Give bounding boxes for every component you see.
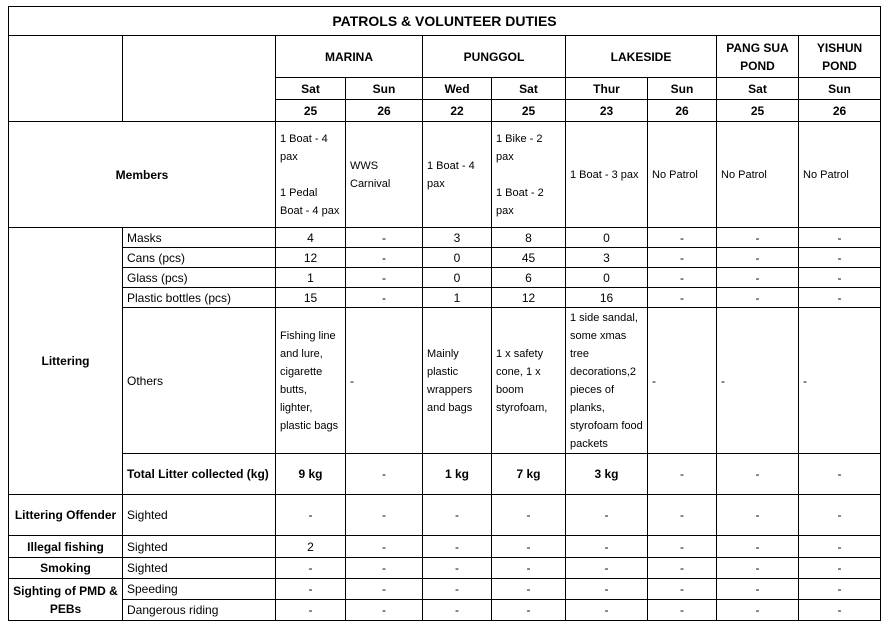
members-label: Members xyxy=(9,122,276,228)
value-cell: - xyxy=(492,558,566,579)
row-label: Dangerous riding xyxy=(123,600,276,621)
total-value: - xyxy=(717,454,799,495)
total-label: Total Litter collected (kg) xyxy=(123,454,276,495)
date-cell: 26 xyxy=(346,100,423,122)
location-punggol: PUNGGOL xyxy=(423,36,566,78)
value-cell: - xyxy=(717,495,799,536)
value-cell: - xyxy=(717,558,799,579)
value-cell: - xyxy=(492,536,566,558)
offender-label: Littering Offender xyxy=(9,495,123,536)
value-cell: 1 x safety cone, 1 x boom styrofoam, xyxy=(492,308,566,454)
row-label: Cans (pcs) xyxy=(123,248,276,268)
value-cell: - xyxy=(346,268,423,288)
value-cell: - xyxy=(566,579,648,600)
value-cell: - xyxy=(648,600,717,621)
value-cell: - xyxy=(717,600,799,621)
value-cell: - xyxy=(717,308,799,454)
value-cell: - xyxy=(492,600,566,621)
row-label: Plastic bottles (pcs) xyxy=(123,288,276,308)
value-cell: Fishing line and lure, cigarette butts, lighter, plastic bags xyxy=(276,308,346,454)
value-cell: - xyxy=(346,248,423,268)
value-cell: - xyxy=(648,579,717,600)
date-cell: 25 xyxy=(492,100,566,122)
members-value: 1 Boat - 3 pax xyxy=(566,122,648,228)
day-cell: Sat xyxy=(717,78,799,100)
value-cell: - xyxy=(648,248,717,268)
total-value: - xyxy=(648,454,717,495)
value-cell: 0 xyxy=(566,268,648,288)
table-title: PATROLS & VOLUNTEER DUTIES xyxy=(9,7,881,36)
value-cell: - xyxy=(492,495,566,536)
value-cell: 0 xyxy=(566,228,648,248)
row-label: Speeding xyxy=(123,579,276,600)
day-cell: Thur xyxy=(566,78,648,100)
date-cell: 23 xyxy=(566,100,648,122)
value-cell: - xyxy=(799,268,881,288)
total-value: 7 kg xyxy=(492,454,566,495)
row-label: Others xyxy=(123,308,276,454)
value-cell: - xyxy=(799,288,881,308)
value-cell: - xyxy=(276,600,346,621)
date-cell: 22 xyxy=(423,100,492,122)
value-cell: - xyxy=(799,558,881,579)
patrol-table xyxy=(8,6,881,621)
value-cell: - xyxy=(566,495,648,536)
total-value: 9 kg xyxy=(276,454,346,495)
value-cell: 3 xyxy=(423,228,492,248)
fishing-sub-label: Sighted xyxy=(123,536,276,558)
value-cell: - xyxy=(566,536,648,558)
value-cell: - xyxy=(423,536,492,558)
value-cell: - xyxy=(276,579,346,600)
day-cell: Sun xyxy=(648,78,717,100)
value-cell: - xyxy=(423,600,492,621)
value-cell: - xyxy=(566,558,648,579)
value-cell: - xyxy=(423,558,492,579)
row-label: Masks xyxy=(123,228,276,248)
value-cell: - xyxy=(648,308,717,454)
members-value: 1 Boat - 4 pax xyxy=(423,122,492,228)
value-cell: 1 side sandal, some xmas tree decorations,2 pieces of planks, styrofoam food packets xyxy=(566,308,648,454)
value-cell: - xyxy=(648,268,717,288)
members-value: No Patrol xyxy=(648,122,717,228)
value-cell: - xyxy=(566,600,648,621)
value-cell: - xyxy=(717,536,799,558)
day-cell: Wed xyxy=(423,78,492,100)
value-cell: 8 xyxy=(492,228,566,248)
value-cell: 1 xyxy=(423,288,492,308)
value-cell: - xyxy=(799,308,881,454)
members-value: No Patrol xyxy=(799,122,881,228)
day-cell: Sat xyxy=(276,78,346,100)
value-cell: - xyxy=(423,495,492,536)
value-cell: 0 xyxy=(423,248,492,268)
row-label: Glass (pcs) xyxy=(123,268,276,288)
members-value: WWS Carnival xyxy=(346,122,423,228)
total-value: 3 kg xyxy=(566,454,648,495)
value-cell: - xyxy=(799,579,881,600)
date-cell: 25 xyxy=(717,100,799,122)
value-cell: 16 xyxy=(566,288,648,308)
total-value: - xyxy=(346,454,423,495)
value-cell: 12 xyxy=(276,248,346,268)
corner-cell xyxy=(9,36,123,122)
date-cell: 26 xyxy=(799,100,881,122)
value-cell: - xyxy=(346,579,423,600)
value-cell: - xyxy=(799,495,881,536)
value-cell: - xyxy=(799,600,881,621)
smoking-label: Smoking xyxy=(9,558,123,579)
value-cell: - xyxy=(276,558,346,579)
value-cell: 0 xyxy=(423,268,492,288)
value-cell: - xyxy=(346,495,423,536)
value-cell: - xyxy=(346,558,423,579)
value-cell: - xyxy=(717,288,799,308)
members-value: No Patrol xyxy=(717,122,799,228)
value-cell: 12 xyxy=(492,288,566,308)
value-cell: - xyxy=(346,288,423,308)
smoking-sub-label: Sighted xyxy=(123,558,276,579)
value-cell: - xyxy=(346,600,423,621)
value-cell: - xyxy=(717,228,799,248)
offender-sub-label: Sighted xyxy=(123,495,276,536)
value-cell: - xyxy=(648,558,717,579)
day-cell: Sat xyxy=(492,78,566,100)
value-cell: - xyxy=(346,536,423,558)
total-value: - xyxy=(799,454,881,495)
location-marina: MARINA xyxy=(276,36,423,78)
value-cell: - xyxy=(648,536,717,558)
littering-label: Littering xyxy=(9,228,123,495)
value-cell: 45 xyxy=(492,248,566,268)
value-cell: 15 xyxy=(276,288,346,308)
location-lakeside: LAKESIDE xyxy=(566,36,717,78)
value-cell: - xyxy=(717,248,799,268)
value-cell: - xyxy=(799,228,881,248)
day-cell: Sun xyxy=(346,78,423,100)
value-cell: - xyxy=(717,268,799,288)
value-cell: Mainly plastic wrappers and bags xyxy=(423,308,492,454)
value-cell: - xyxy=(717,579,799,600)
value-cell: - xyxy=(648,288,717,308)
value-cell: - xyxy=(648,495,717,536)
location-pang-sua-pond: PANG SUA POND xyxy=(717,36,799,78)
pmd-label: Sighting of PMD & PEBs xyxy=(9,579,123,621)
value-cell: 1 xyxy=(276,268,346,288)
value-cell: - xyxy=(799,536,881,558)
members-value: 1 Boat - 4 pax 1 Pedal Boat - 4 pax xyxy=(276,122,346,228)
value-cell: - xyxy=(648,228,717,248)
value-cell: 4 xyxy=(276,228,346,248)
date-cell: 26 xyxy=(648,100,717,122)
value-cell: - xyxy=(346,308,423,454)
value-cell: - xyxy=(492,579,566,600)
members-value: 1 Bike - 2 pax 1 Boat - 2 pax xyxy=(492,122,566,228)
value-cell: - xyxy=(799,248,881,268)
total-value: 1 kg xyxy=(423,454,492,495)
value-cell: 2 xyxy=(276,536,346,558)
date-cell: 25 xyxy=(276,100,346,122)
value-cell: - xyxy=(423,579,492,600)
location-yishun-pond: YISHUN POND xyxy=(799,36,881,78)
day-cell: Sun xyxy=(799,78,881,100)
value-cell: 6 xyxy=(492,268,566,288)
corner-cell xyxy=(123,36,276,122)
fishing-label: Illegal fishing xyxy=(9,536,123,558)
value-cell: - xyxy=(276,495,346,536)
value-cell: 3 xyxy=(566,248,648,268)
value-cell: - xyxy=(346,228,423,248)
